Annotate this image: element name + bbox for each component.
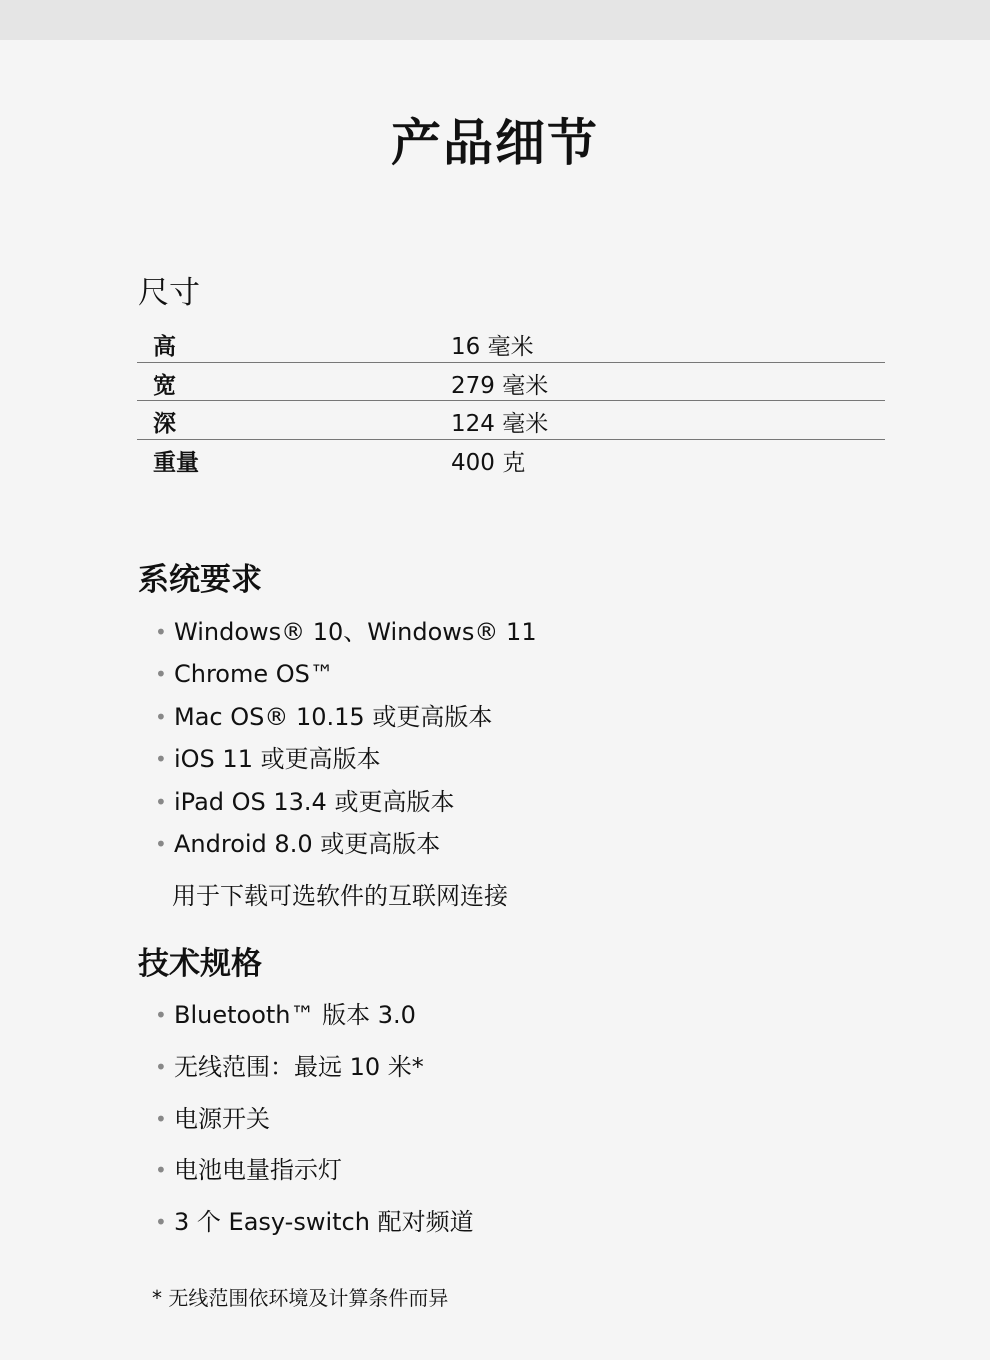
- list-item: [152, 827, 537, 869]
- list-item-text: Bluetooth™ 版本 3.0: [174, 1001, 416, 1029]
- bullet-dot: •: [155, 747, 167, 772]
- list-item-text: Android 8.0 或更高版本: [174, 829, 441, 858]
- dimension-label: 高: [153, 334, 176, 360]
- wireless-range-footnote: * 无线范围依环境及计算条件而异: [152, 1286, 449, 1310]
- dimension-row-depth: [137, 401, 885, 440]
- bullet-dot: •: [155, 831, 167, 856]
- dimension-value: 400 克: [451, 449, 526, 476]
- list-item: [152, 1205, 474, 1257]
- list-item-text: 无线范围：最远 10 米*: [174, 1052, 424, 1081]
- bullet-dot: •: [155, 662, 167, 687]
- list-item: [152, 657, 537, 699]
- list-item: [152, 1102, 474, 1154]
- dimension-label: 深: [153, 411, 176, 437]
- dimensions-heading: 尺寸: [138, 275, 200, 311]
- dimensions-table: [137, 324, 885, 477]
- dimension-value: 279 毫米: [451, 372, 549, 399]
- bullet-dot: •: [155, 704, 167, 729]
- dimension-value: 124 毫米: [451, 411, 549, 437]
- system-requirements-list: [152, 615, 537, 869]
- internet-connection-note: 用于下载可选软件的互联网连接: [172, 882, 508, 910]
- tech-specs-list: [152, 998, 474, 1257]
- list-item-text: 电源开关: [174, 1104, 270, 1133]
- list-item-text: 电池电量指示灯: [174, 1156, 342, 1185]
- tech-specs-heading: 技术规格: [138, 946, 262, 982]
- list-item-text: 3 个 Easy-switch 配对频道: [174, 1208, 474, 1237]
- dimension-value: 16 毫米: [451, 334, 534, 360]
- top-band: [0, 0, 990, 40]
- list-item-text: Mac OS® 10.15 或更高版本: [174, 702, 493, 731]
- dimension-row-height: [137, 324, 885, 363]
- bullet-dot: •: [155, 1210, 167, 1235]
- bullet-dot: •: [155, 1003, 167, 1027]
- list-item: [152, 742, 537, 784]
- list-item: [152, 615, 537, 657]
- system-requirements-heading: 系统要求: [138, 562, 262, 598]
- list-item-text: iOS 11 或更高版本: [174, 745, 381, 774]
- list-item-text: iPad OS 13.4 或更高版本: [174, 787, 455, 816]
- bullet-dot: •: [155, 789, 167, 814]
- list-item: [152, 785, 537, 827]
- list-item: [152, 700, 537, 742]
- dimension-label: 宽: [153, 372, 176, 399]
- bullet-dot: •: [155, 1054, 167, 1079]
- dimension-label: 重量: [153, 449, 199, 476]
- bullet-dot: •: [155, 1106, 167, 1131]
- list-item-text: Windows® 10、Windows® 11: [174, 618, 537, 646]
- bullet-dot: •: [155, 620, 167, 644]
- dimension-row-width: [137, 363, 885, 402]
- dimension-row-weight: [137, 440, 885, 478]
- list-item-text: Chrome OS™: [174, 660, 334, 689]
- page-title: 产品细节: [391, 114, 599, 172]
- bullet-dot: •: [155, 1158, 167, 1183]
- list-item: [152, 998, 474, 1050]
- list-item: [152, 1153, 474, 1205]
- list-item: [152, 1050, 474, 1102]
